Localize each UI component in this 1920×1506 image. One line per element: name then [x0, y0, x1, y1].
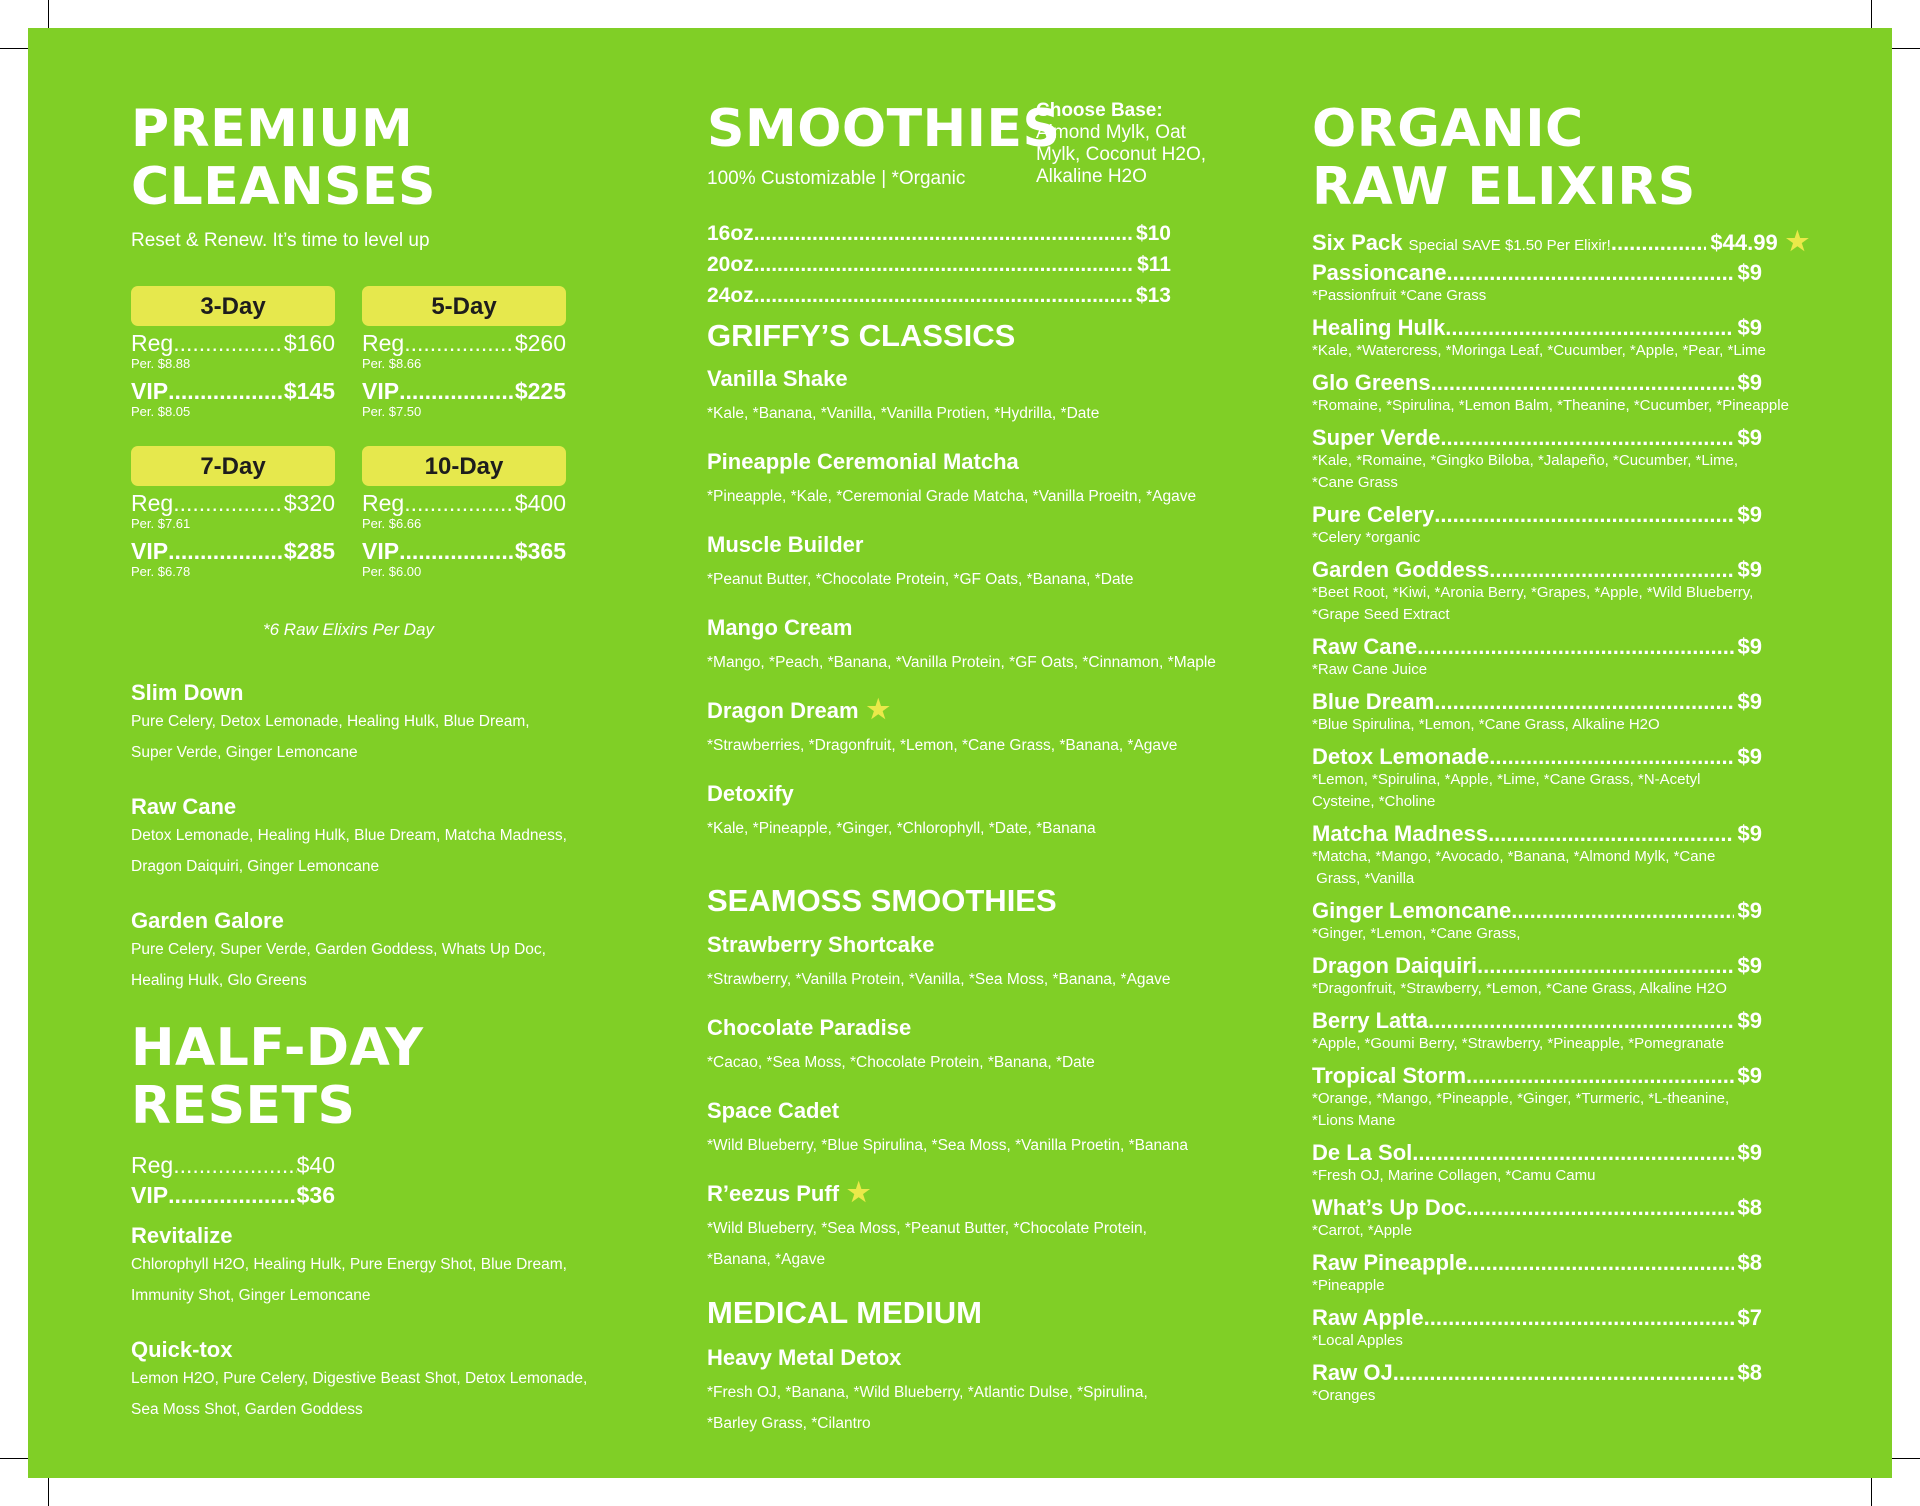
- classics-list: [707, 366, 1267, 864]
- smoothie-ingredients: *Cacao, *Sea Moss, *Chocolate Protein, *Banana, *Date: [707, 1054, 1095, 1071]
- elixir-name: Super Verde: [1312, 425, 1441, 450]
- elixir-price: $9: [1737, 370, 1762, 395]
- leader-dots: [754, 280, 1132, 311]
- leader-dots: [1489, 744, 1733, 769]
- size-row: [707, 218, 1171, 249]
- elixir-item: [1312, 1250, 1852, 1305]
- leader-dots: [399, 378, 515, 404]
- smoothie-ingredients: *Wild Blueberry, *Sea Moss, *Peanut Butter, *Chocolate Protein,: [707, 1220, 1147, 1237]
- program-contents: Chlorophyll H2O, Healing Hulk, Pure Energy Shot, Blue Dream,: [131, 1256, 567, 1273]
- elixir-ingredients: *Lions Mane: [1312, 1112, 1396, 1129]
- smoothie-item: [707, 1345, 1267, 1439]
- smoothie-name: R’eezus Puff: [707, 1181, 840, 1206]
- classics-title: GRIFFY’S CLASSICS: [707, 318, 1016, 353]
- leader-dots: [1466, 1195, 1733, 1220]
- elixir-ingredients: *Beet Root, *Kiwi, *Aronia Berry, *Grapes, *Apple, *Wild Blueberry,: [1312, 584, 1754, 601]
- elixir-price: $9: [1737, 634, 1762, 659]
- leader-dots: [180, 330, 284, 356]
- size-price: $10: [1135, 222, 1171, 245]
- reg-price: $40: [296, 1152, 335, 1178]
- smoothie-item: [707, 781, 1267, 864]
- seamoss-list: [707, 932, 1267, 1275]
- elixir-item: [1312, 821, 1852, 898]
- elixir-price: $9: [1737, 744, 1762, 769]
- smoothie-name: Muscle Builder: [707, 532, 864, 557]
- smoothie-name-row: [707, 1177, 1267, 1207]
- program-raw-cane: [131, 794, 651, 908]
- reg-price-line: [362, 490, 566, 516]
- elixir-item: [1312, 1195, 1852, 1250]
- package-7-day: [131, 446, 335, 586]
- leader-dots: [1428, 1008, 1733, 1033]
- elixirs-title: [1312, 100, 1852, 216]
- elixir-item: [1312, 370, 1852, 425]
- vip-per-price: Per. $8.05: [131, 404, 191, 419]
- leader-dots: [1477, 953, 1734, 978]
- leader-dots: [180, 1150, 297, 1180]
- resets-title-line2: RESETS: [131, 1076, 356, 1136]
- smoothie-ingredients: *Strawberry, *Vanilla Protein, *Vanilla, *Sea Moss, *Banana, *Agave: [707, 971, 1171, 988]
- elixir-item: [1312, 1008, 1852, 1063]
- program-contents: Lemon H2O, Pure Celery, Digestive Beast Shot, Detox Lemonade,: [131, 1370, 588, 1387]
- elixir-name: Pure Celery: [1312, 502, 1435, 527]
- reg-price: $260: [514, 330, 566, 356]
- elixir-price: $9: [1737, 689, 1762, 714]
- elixir-name: Raw Cane: [1312, 634, 1418, 659]
- leader-dots: [1447, 260, 1734, 285]
- menu-sheet: [28, 28, 1892, 1478]
- elixir-ingredients: *Romaine, *Spirulina, *Lemon Balm, *Theanine, *Cucumber, *Pineapple: [1312, 397, 1789, 414]
- program-name: Quick-tox: [131, 1337, 233, 1362]
- package-name: 10-Day: [362, 446, 566, 486]
- elixir-ingredients: *Matcha, *Mango, *Avocado, *Banana, *Almond Mylk, *Cane: [1312, 848, 1716, 865]
- leader-dots: [1488, 821, 1733, 846]
- leader-dots: [1434, 502, 1733, 527]
- resets-title: [131, 1019, 651, 1135]
- elixir-name: Matcha Madness: [1312, 821, 1489, 846]
- elixir-ingredients: *Kale, *Romaine, *Gingko Biloba, *Jalapeño, *Cucumber, *Lime,: [1312, 452, 1739, 469]
- package-name: 7-Day: [131, 446, 335, 486]
- package-10-day: [362, 446, 566, 586]
- reg-per-price: Per. $7.61: [131, 516, 191, 531]
- elixir-item: [1312, 634, 1852, 689]
- elixir-ingredients: *Passionfruit *Cane Grass: [1312, 287, 1487, 304]
- elixir-list: [1312, 226, 1852, 1415]
- program-revitalize: [131, 1223, 651, 1337]
- crop-mark: [1871, 0, 1872, 28]
- elixir-price: $9: [1737, 557, 1762, 582]
- elixir-ingredients: Cysteine, *Choline: [1312, 793, 1436, 810]
- crop-mark: [1892, 48, 1920, 49]
- elixir-name: Raw Pineapple: [1312, 1250, 1468, 1275]
- reg-per-price: Per. $6.66: [362, 516, 422, 531]
- vip-label: VIP: [362, 538, 400, 564]
- elixir-ingredients: *Oranges: [1312, 1387, 1376, 1404]
- elixir-item: [1312, 260, 1852, 315]
- elixir-price: $7: [1737, 1305, 1762, 1330]
- leader-dots: [411, 330, 515, 356]
- smoothie-ingredients: *Kale, *Banana, *Vanilla, *Vanilla Protien, *Hydrilla, *Date: [707, 405, 1100, 422]
- smoothie-ingredients: *Pineapple, *Kale, *Ceremonial Grade Matcha, *Vanilla Proeitn, *Agave: [707, 488, 1197, 505]
- leader-dots: [1467, 1250, 1733, 1275]
- smoothie-name: Heavy Metal Detox: [707, 1345, 902, 1370]
- smoothie-ingredients: *Fresh OJ, *Banana, *Wild Blueberry, *Atlantic Dulse, *Spirulina,: [707, 1384, 1148, 1401]
- leader-dots: [754, 249, 1133, 280]
- size-row: [707, 249, 1171, 280]
- elixir-item: [1312, 315, 1852, 370]
- smoothie-item: [707, 932, 1267, 1015]
- reg-label: Reg.: [131, 330, 180, 356]
- cleanses-title-line2: CLEANSES: [131, 157, 437, 217]
- elixir-ingredients: *Ginger, *Lemon, *Cane Grass,: [1312, 925, 1521, 942]
- elixir-ingredients: *Pineapple: [1312, 1277, 1385, 1294]
- vip-label: VIP: [362, 378, 400, 404]
- elixir-price: $9: [1737, 821, 1762, 846]
- program-contents: Pure Celery, Detox Lemonade, Healing Hulk, Blue Dream,: [131, 713, 530, 730]
- vip-price: $36: [296, 1182, 335, 1208]
- star-icon: ★: [847, 1177, 871, 1207]
- elixir-item: [1312, 502, 1852, 557]
- reg-label: Reg.: [131, 1152, 180, 1178]
- elixir-ingredients: *Grape Seed Extract: [1312, 606, 1450, 623]
- elixir-name: Raw OJ: [1312, 1360, 1393, 1385]
- base-option-line: Mylk, Coconut H2O,: [1036, 144, 1206, 165]
- smoothie-ingredients: *Wild Blueberry, *Blue Spirulina, *Sea Moss, *Vanilla Proetin, *Banana: [707, 1137, 1189, 1154]
- program-slim-down: [131, 680, 651, 794]
- reg-per-price: Per. $8.88: [131, 356, 191, 371]
- reg-price-line: [131, 330, 335, 356]
- elixir-price: $9: [1737, 953, 1762, 978]
- reg-price: $320: [283, 490, 335, 516]
- crop-mark: [0, 48, 28, 49]
- cleanses-title-line1: PREMIUM: [131, 99, 414, 159]
- program-name: Raw Cane: [131, 794, 237, 819]
- star-icon: ★: [1785, 226, 1809, 256]
- vip-label: VIP: [131, 378, 169, 404]
- smoothie-item: [707, 1015, 1267, 1098]
- crop-mark: [1871, 1478, 1872, 1506]
- seamoss-title: SEAMOSS SMOOTHIES: [707, 883, 1057, 918]
- vip-price: $365: [514, 538, 566, 564]
- elixir-price: $8: [1737, 1360, 1762, 1385]
- smoothie-ingredients: *Strawberries, *Dragonfruit, *Lemon, *Cane Grass, *Banana, *Agave: [707, 737, 1178, 754]
- smoothies-subtitle: 100% Customizable | *Organic: [707, 168, 966, 189]
- leader-dots: [1489, 557, 1733, 582]
- leader-dots: [1393, 1360, 1734, 1385]
- elixir-name: Dragon Daiquiri: [1312, 953, 1478, 978]
- elixir-price: $9: [1737, 1063, 1762, 1088]
- vip-per-price: Per. $6.78: [131, 564, 191, 579]
- leader-dots: [168, 1180, 297, 1210]
- smoothie-name: Detoxify: [707, 781, 794, 806]
- cleanse-note: *6 Raw Elixirs Per Day: [263, 620, 434, 639]
- elixir-ingredients: *Local Apples: [1312, 1332, 1403, 1349]
- program-name: Garden Galore: [131, 908, 284, 933]
- leader-dots: [1445, 315, 1733, 340]
- size-row: [707, 280, 1171, 311]
- reg-label: Reg.: [362, 330, 411, 356]
- crop-mark: [48, 1478, 49, 1506]
- program-quick-tox: [131, 1337, 651, 1451]
- elixir-item: [1312, 557, 1852, 634]
- elixir-ingredients: *Kale, *Watercress, *Moringa Leaf, *Cucumber, *Apple, *Pear, *Lime: [1312, 342, 1766, 359]
- reg-per-price: Per. $8.66: [362, 356, 422, 371]
- elixir-name: Tropical Storm: [1312, 1063, 1467, 1088]
- smoothie-ingredients: *Banana, *Agave: [707, 1251, 826, 1268]
- size-price: $11: [1137, 253, 1171, 276]
- leader-dots: [1511, 898, 1733, 923]
- elixir-price: $9: [1737, 315, 1762, 340]
- reg-label: Reg.: [131, 490, 180, 516]
- program-contents: Dragon Daiquiri, Ginger Lemoncane: [131, 858, 380, 875]
- elixir-name: Glo Greens: [1312, 370, 1431, 395]
- elixir-price: $9: [1737, 425, 1762, 450]
- elixir-price: $9: [1737, 1140, 1762, 1165]
- vip-price: $285: [283, 538, 335, 564]
- smoothie-name: Chocolate Paradise: [707, 1015, 912, 1040]
- program-name: Revitalize: [131, 1223, 233, 1248]
- leader-dots: [1440, 425, 1733, 450]
- smoothie-name: Mango Cream: [707, 615, 853, 640]
- elixir-price: $9: [1737, 898, 1762, 923]
- crop-mark: [48, 0, 49, 28]
- elixir-item: [1312, 1063, 1852, 1140]
- elixir-name: Garden Goddess: [1312, 557, 1490, 582]
- leader-dots: [754, 218, 1132, 249]
- smoothie-item: [707, 366, 1267, 449]
- smoothie-name-row: [707, 694, 1267, 724]
- smoothies-title: SMOOTHIES: [707, 99, 1061, 159]
- leader-dots: [411, 490, 515, 516]
- size-price: $13: [1135, 284, 1171, 307]
- elixir-price: $9: [1737, 260, 1762, 285]
- elixir-name: What’s Up Doc: [1312, 1195, 1467, 1220]
- elixir-name: Blue Dream: [1312, 689, 1435, 714]
- program-contents: Pure Celery, Super Verde, Garden Goddess, Whats Up Doc,: [131, 941, 546, 958]
- crop-mark: [1892, 1458, 1920, 1459]
- vip-label: VIP: [131, 1182, 169, 1208]
- size-label: 20oz: [707, 253, 754, 276]
- program-contents: Healing Hulk, Glo Greens: [131, 972, 307, 989]
- vip-label: VIP: [131, 538, 169, 564]
- elixir-item: [1312, 898, 1852, 953]
- star-icon: ★: [866, 694, 890, 724]
- program-name: Slim Down: [131, 680, 244, 705]
- elixir-name: De La Sol: [1312, 1140, 1413, 1165]
- elixir-item-six-pack: [1312, 226, 1852, 260]
- elixir-item: [1312, 1140, 1852, 1195]
- cleanses-title: [131, 100, 651, 216]
- elixir-ingredients: *Celery *organic: [1312, 529, 1421, 546]
- vip-price-line: [362, 378, 566, 404]
- reg-price-line: [131, 490, 335, 516]
- elixir-price: $8: [1737, 1195, 1762, 1220]
- resets-prices: [131, 1150, 335, 1210]
- vip-per-price: Per. $7.50: [362, 404, 422, 419]
- leader-dots: [1466, 1063, 1733, 1088]
- elixir-item: [1312, 1360, 1852, 1415]
- leader-dots: [1434, 689, 1733, 714]
- package-5-day: [362, 286, 566, 426]
- elixirs-title-line1: ORGANIC: [1312, 99, 1584, 159]
- vip-price: $225: [514, 378, 566, 404]
- leader-dots: [1611, 230, 1707, 255]
- medical-title: MEDICAL MEDIUM: [707, 1295, 982, 1330]
- vip-price-line: [131, 378, 335, 404]
- smoothie-name: Dragon Dream: [707, 698, 859, 723]
- reg-price-line: [131, 1150, 335, 1180]
- elixir-item: [1312, 1305, 1852, 1360]
- elixir-ingredients: Grass, *Vanilla: [1312, 870, 1415, 887]
- reg-price-line: [362, 330, 566, 356]
- elixir-ingredients: *Lemon, *Spirulina, *Apple, *Lime, *Cane Grass, *N-Acetyl: [1312, 771, 1701, 788]
- elixir-name: Raw Apple: [1312, 1305, 1424, 1330]
- smoothie-ingredients: *Barley Grass, *Cilantro: [707, 1415, 871, 1432]
- program-garden-galore: [131, 908, 651, 1022]
- smoothie-item: [707, 694, 1267, 781]
- vip-price-line: [362, 538, 566, 564]
- smoothie-item: [707, 532, 1267, 615]
- crop-mark: [0, 1458, 28, 1459]
- elixir-ingredients: *Dragonfruit, *Strawberry, *Lemon, *Cane Grass, Alkaline H2O: [1312, 980, 1727, 997]
- elixir-ingredients: *Apple, *Goumi Berry, *Strawberry, *Pineapple, *Pomegranate: [1312, 1035, 1725, 1052]
- cleanses-subtitle: Reset & Renew. It’s time to level up: [131, 230, 430, 251]
- base-option-line: Alkaline H2O: [1036, 166, 1147, 187]
- elixir-price: $8: [1737, 1250, 1762, 1275]
- smoothie-item: [707, 449, 1267, 532]
- reset-programs: [131, 1223, 651, 1451]
- package-3-day: [131, 286, 335, 426]
- smoothie-item: [707, 1177, 1267, 1275]
- elixir-name: Ginger Lemoncane: [1312, 898, 1512, 923]
- leader-dots: [168, 378, 284, 404]
- smoothie-name: Space Cadet: [707, 1098, 840, 1123]
- leader-dots: [168, 538, 284, 564]
- vip-price-line: [131, 538, 335, 564]
- cleanse-programs: [131, 680, 651, 1022]
- smoothie-item: [707, 615, 1267, 698]
- elixir-name: Berry Latta: [1312, 1008, 1429, 1033]
- program-contents: Sea Moss Shot, Garden Goddess: [131, 1401, 363, 1418]
- reg-price: $160: [283, 330, 335, 356]
- smoothie-ingredients: *Peanut Butter, *Chocolate Protein, *GF Oats, *Banana, *Date: [707, 571, 1134, 588]
- elixir-name: Six Pack: [1312, 230, 1403, 255]
- elixir-price: $44.99: [1710, 230, 1778, 255]
- leader-dots: [399, 538, 515, 564]
- base-label: Choose Base:: [1036, 100, 1163, 121]
- medical-list: [707, 1345, 1267, 1439]
- elixir-special-note: Special SAVE $1.50 Per Elixir!: [1408, 237, 1611, 254]
- elixir-item: [1312, 425, 1852, 502]
- leader-dots: [180, 490, 284, 516]
- resets-title-line1: HALF-DAY: [131, 1018, 424, 1078]
- package-name: 3-Day: [131, 286, 335, 326]
- program-contents: Detox Lemonade, Healing Hulk, Blue Dream, Matcha Madness,: [131, 827, 567, 844]
- elixir-ingredients: *Carrot, *Apple: [1312, 1222, 1413, 1239]
- reg-price: $400: [514, 490, 566, 516]
- elixirs-title-line2: RAW ELIXIRS: [1312, 157, 1696, 217]
- elixir-item: [1312, 689, 1852, 744]
- elixir-ingredients: *Cane Grass: [1312, 474, 1398, 491]
- elixir-item: [1312, 953, 1852, 1008]
- leader-dots: [1417, 634, 1733, 659]
- elixir-ingredients: *Orange, *Mango, *Pineapple, *Ginger, *Turmeric, *L-theanine,: [1312, 1090, 1730, 1107]
- elixir-price: $9: [1737, 1008, 1762, 1033]
- elixir-ingredients: *Raw Cane Juice: [1312, 661, 1428, 678]
- size-label: 16oz: [707, 222, 754, 245]
- smoothie-name: Pineapple Ceremonial Matcha: [707, 449, 1019, 474]
- elixir-name: Healing Hulk: [1312, 315, 1446, 340]
- vip-per-price: Per. $6.00: [362, 564, 422, 579]
- base-options: [1036, 100, 1256, 188]
- smoothie-ingredients: *Kale, *Pineapple, *Ginger, *Chlorophyll, *Date, *Banana: [707, 820, 1096, 837]
- elixir-price: $9: [1737, 502, 1762, 527]
- elixir-ingredients: *Fresh OJ, Marine Collagen, *Camu Camu: [1312, 1167, 1596, 1184]
- elixir-item: [1312, 744, 1852, 821]
- elixir-ingredients: *Blue Spirulina, *Lemon, *Cane Grass, Alkaline H2O: [1312, 716, 1660, 733]
- vip-price: $145: [283, 378, 335, 404]
- vip-price-line: [131, 1180, 335, 1210]
- elixir-name: Passioncane: [1312, 260, 1447, 285]
- reg-label: Reg.: [362, 490, 411, 516]
- program-contents: Immunity Shot, Ginger Lemoncane: [131, 1287, 371, 1304]
- size-label: 24oz: [707, 284, 754, 307]
- smoothie-ingredients: *Mango, *Peach, *Banana, *Vanilla Protein, *GF Oats, *Cinnamon, *Maple: [707, 654, 1216, 671]
- program-contents: Super Verde, Ginger Lemoncane: [131, 744, 358, 761]
- leader-dots: [1431, 370, 1734, 395]
- size-price-list: [707, 218, 1171, 311]
- leader-dots: [1424, 1305, 1734, 1330]
- base-option-line: Almond Mylk, Oat: [1036, 122, 1186, 143]
- smoothie-name: Vanilla Shake: [707, 366, 848, 391]
- smoothie-item: [707, 1098, 1267, 1181]
- package-name: 5-Day: [362, 286, 566, 326]
- elixir-name: Detox Lemonade: [1312, 744, 1490, 769]
- leader-dots: [1412, 1140, 1733, 1165]
- smoothie-name: Strawberry Shortcake: [707, 932, 935, 957]
